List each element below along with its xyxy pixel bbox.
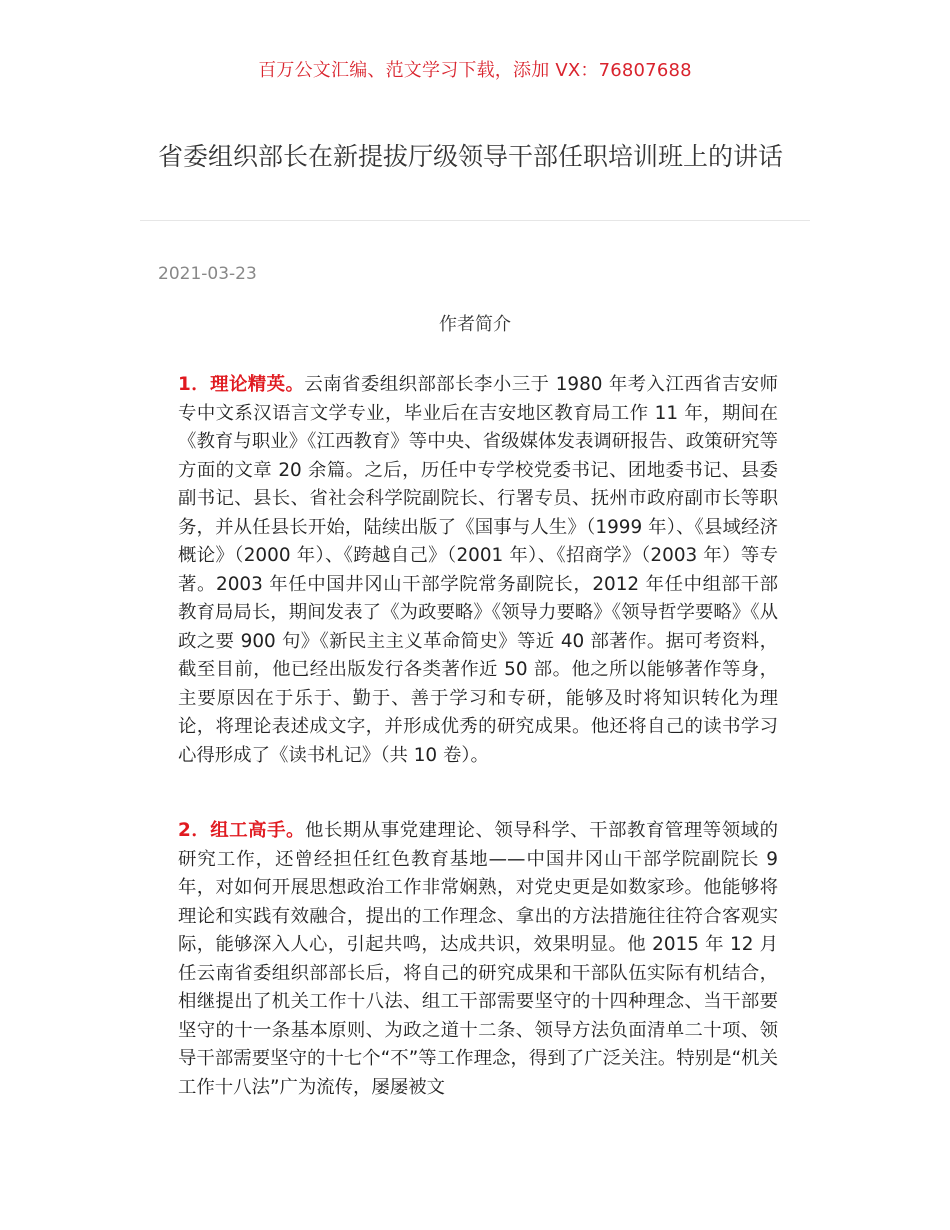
paragraph-lead: 1．理论精英。 [178, 374, 305, 395]
article-title: 省委组织部长在新提拔厅级领导干部任职培训班上的讲话 [158, 142, 784, 171]
paragraph-text: 他长期从事党建理论、领导科学、干部教育管理等领域的研究工作，还曾经担任红色教育基地——中国井冈山干部学院副院长 9 年，对如何开展思想政治工作非常娴熟，对党史更是如数家珍。他能够将理论和实践有效融合，提出的工作理念、拿出的方法措施往往符合客观实际，能够深入人心，引起共鸣，达成共识，效果明显。他 2015 年 12 月任云南省委组织部部长后，将自己的研究成果和干部队伍实际有机结合，相继提出了机关工作十八法、组工干部需要坚守的十四种理念、当干部要坚守的十一条基本原则、为政之道十二条、领导方法负面清单二十项、领导干部需要坚守的十七个“不”等工作理念，得到了广泛关注。特别是“机关工作十八法”广为流传，屡屡被文 [178, 820, 778, 1098]
title-divider [140, 220, 810, 221]
paragraph-org-expert [178, 817, 778, 1102]
paragraph-theory-elite [178, 371, 778, 770]
promo-banner: 百万公文汇编、范文学习下载，添加 VX：76807688 [258, 60, 692, 81]
section-heading-author-intro: 作者简介 [439, 314, 511, 335]
paragraph-lead: 2．组工高手。 [178, 820, 305, 841]
paragraph-text: 云南省委组织部部长李小三于 1980 年考入江西省吉安师专中文系汉语言文学专业，毕业后在吉安地区教育局工作 11 年，期间在《教育与职业》《江西教育》等中央、省级媒体发表调研报告、政策研究等方面的文章 20 余篇。之后，历任中专学校党委书记、团地委书记、县委副书记、县长、省社会科学院副院长、行署专员、抚州市政府副市长等职务，并从任县长开始，陆续出版了《国事与人生》（1999 年）、《县域经济概论》（2000 年）、《跨越自己》（2001 年）、《招商学》（2003 年）等专著。2003 年任中国井冈山干部学院常务副院长，2012 年任中组部干部教育局局长，期间发表了《为政要略》《领导力要略》《领导哲学要略》《从政之要 900 句》《新民主主义革命简史》等近 40 部著作。据可考资料，截至目前，他已经出版发行各类著作近 50 部。他之所以能够著作等身，主要原因在于乐于、勤于、善于学习和专研，能够及时将知识转化为理论，将理论表述成文字，并形成优秀的研究成果。他还将自己的读书学习心得形成了《读书札记》（共 10 卷）。 [178, 374, 779, 766]
publish-date: 2021-03-23 [158, 264, 257, 284]
